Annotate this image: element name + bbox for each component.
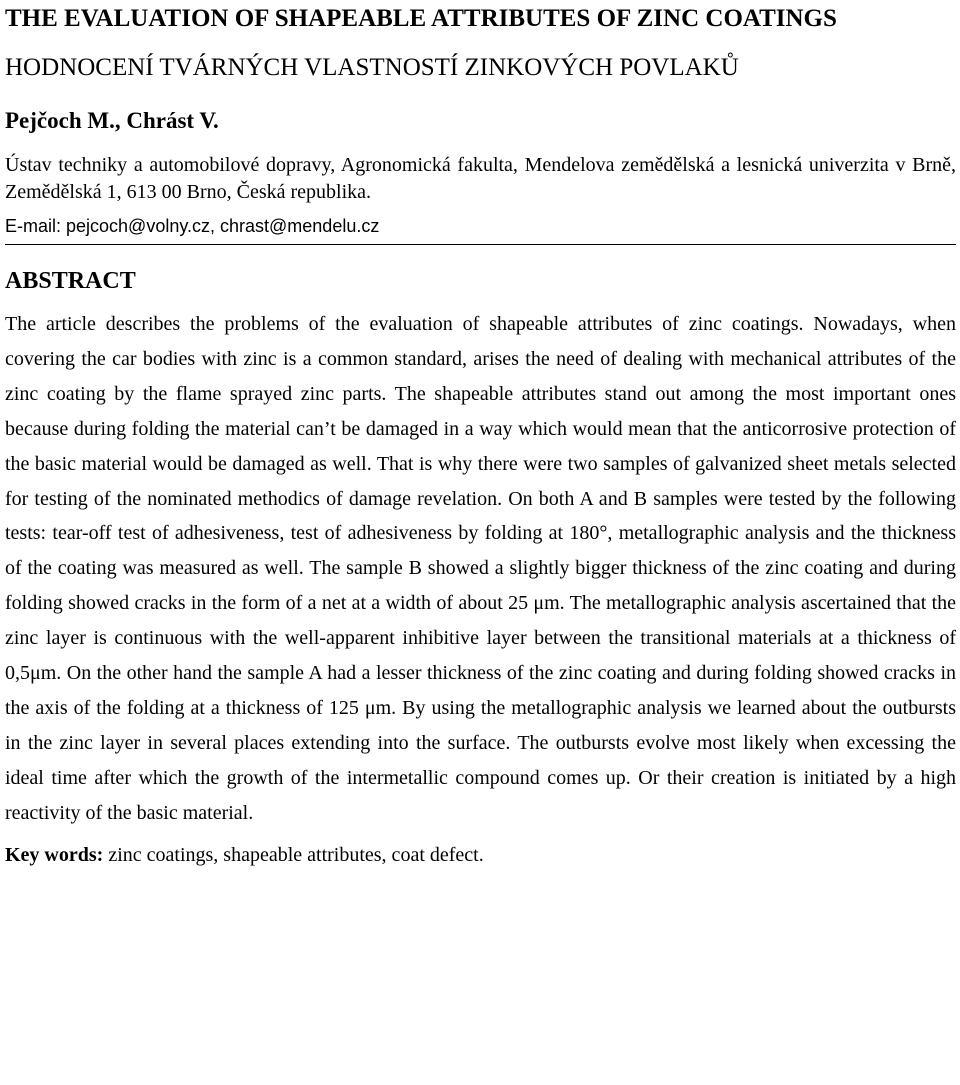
- abstract-text: The article describes the problems of the evaluation of shapeable attributes of zinc coatings. Nowadays, when covering the car bodies with zinc is a common standard, arises the need of dealing with mechanical attributes of the zinc coating by the flame sprayed zinc parts. The shapeable attributes stand out among the most important ones because during folding the material can’t be damaged in a way which would mean that the anticorrosive protection of the basic material would be damaged as well. That is why there were two samples of galvanized sheet metals selected for testing of the nominated methodics of damage revelation. On both A and B samples were tested by the following tests: tear-off test of adhesiveness, test of adhesiveness by folding at 180°, metallographic analysis and the thickness of the coating was measured as well. The sample B showed a slightly bigger thickness of the zinc coating and during folding showed cracks in the form of a net at a width of about 25 μm. The metallographic analysis ascertained that the zinc layer is continuous with the well-apparent inhibitive layer between the transitional materials at a thickness of 0,5μm. On the other hand the sample A had a lesser thickness of the zinc coating and during folding showed cracks in the axis of the folding at a thickness of 125 μm. By using the metallographic analysis we learned about the outbursts in the zinc layer in several places extending into the surface. The outbursts evolve most likely when excessing the ideal time after which the growth of the intermetallic compound comes up. Or their creation is initiated by a high reactivity of the basic material.: [5, 313, 956, 824]
- abstract-heading: ABSTRACT: [5, 268, 136, 294]
- paper-title: THE EVALUATION OF SHAPEABLE ATTRIBUTES OF ZINC COATINGS: [5, 5, 837, 32]
- email-line: E-mail: pejcoch@volny.cz, chrast@mendelu.cz: [5, 214, 956, 245]
- paper-title-czech: HODNOCENÍ TVÁRNÝCH VLASTNOSTÍ ZINKOVÝCH POVLAKŮ: [5, 54, 739, 81]
- keywords: [5, 839, 956, 871]
- authors: Pejčoch M., Chrást V.: [5, 108, 219, 133]
- keywords-label: Key words:: [5, 843, 104, 866]
- affiliation: Ústav techniky a automobilové dopravy, Agronomická fakulta, Mendelova zemědělská a lesnická univerzita v Brně, Zemědělská 1, 613 00 Brno, Česká republika.: [5, 154, 956, 203]
- keywords-text: zinc coatings, shapeable attributes, coat defect.: [108, 843, 484, 866]
